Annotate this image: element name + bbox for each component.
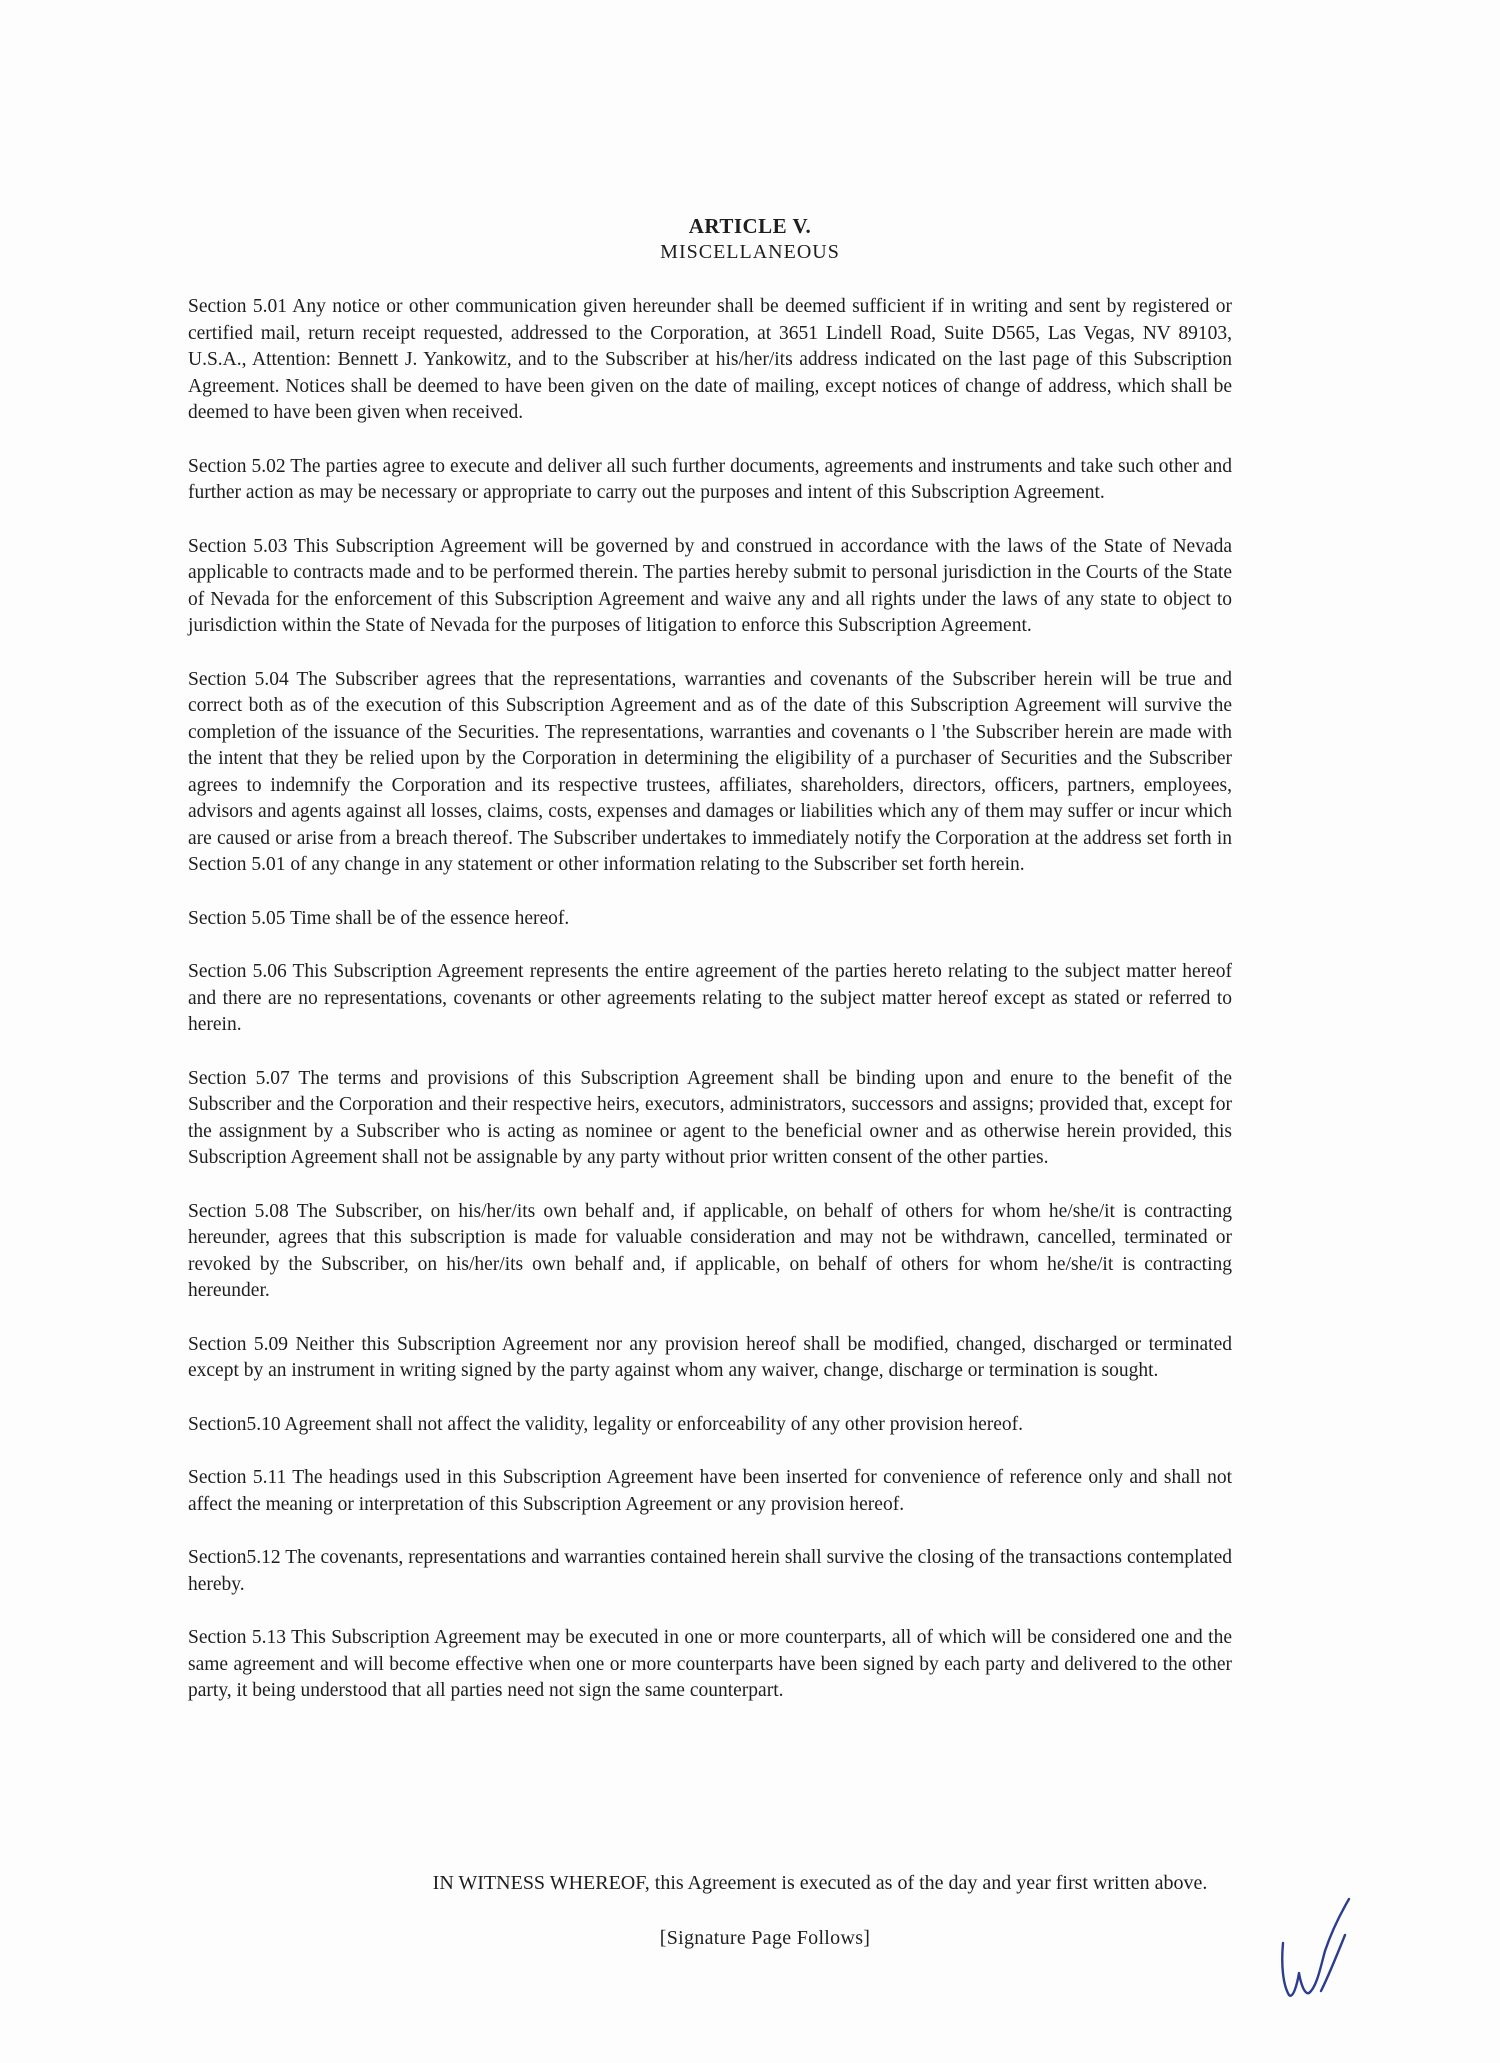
section-5-08: Section 5.08 The Subscriber, on his/her/its own behalf and, if applicable, on behalf of others for whom he/she/it is contracting hereunder, agrees that this subscription is made for valuable consideration and may not be withdrawn, cancelled, terminated or revoked by the Subscriber, on his/her/its own behalf and, if applicable, on behalf of others for whom he/she/it is contracting hereunder. <box>188 1200 1232 1301</box>
section-5-06: Section 5.06 This Subscription Agreement represents the entire agreement of the parties hereto relating to the subject matter hereof and there are no representations, covenants or other agreements relating to the subject matter hereof except as stated or referred to herein. <box>188 961 1232 1035</box>
section-5-09: Section 5.09 Neither this Subscription Agreement nor any provision hereof shall be modified, changed, discharged or terminated except by an instrument in writing signed by the party against whom any waiver, change, discharge or termination is sought. <box>188 1333 1232 1381</box>
handwritten-initials <box>1275 1895 1355 2005</box>
section-5-07: Section 5.07 The terms and provisions of this Subscription Agreement shall be binding upon and enure to the benefit of the Subscriber and the Corporation and their respective heirs, executors, administrators, successors and assigns; provided that, except for the assignment by a Subscriber who is acting as nominee or agent to the beneficial owner and as otherwise herein provided, this Subscription Agreement shall not be assignable by any party without prior written consent of the other parties. <box>188 1067 1232 1168</box>
signature-page-note: [Signature Page Follows] <box>659 1927 871 1949</box>
section-5-13: Section 5.13 This Subscription Agreement may be executed in one or more counterparts, all of which will be considered one and the same agreement and will become effective when one or more counterparts have been signed by each party and delivered to the other party, it being understood that all parties need not sign the same counterpart. <box>188 1627 1232 1701</box>
article-title: ARTICLE V. <box>688 214 812 238</box>
section-5-05: Section 5.05 Time shall be of the essence hereof. <box>188 907 570 929</box>
section-5-01: Section 5.01 Any notice or other communication given hereunder shall be deemed sufficient if in writing and sent by registered or certified mail, return receipt requested, addressed to the Corporation, at 3651 Lindell Road, Suite D565, Las Vegas, NV 89103, U.S.A., Attention: Bennett J. Yankowitz, and to the Subscriber at his/her/its address indicated on the last page of this Subscription Agreement. Notices shall be deemed to have been given on the date of mailing, except notices of change of address, which shall be deemed to have been given when received. <box>188 296 1232 423</box>
section-5-04: Section 5.04 The Subscriber agrees that the representations, warranties and covenants of the Subscriber herein will be true and correct both as of the execution of this Subscription Agreement and as of the date of this Subscription Agreement will survive the completion of the issuance of the Securities. The representations, warranties and covenants o l 'the Subscriber herein are made with the intent that they be relied upon by the Corporation in determining the eligibility of a purchaser of Securities and the Subscriber agrees to indemnify the Corporation and its respective trustees, affiliates, shareholders, directors, officers, partners, employees, advisors and agents against all losses, claims, costs, expenses and damages or liabilities which any of them may suffer or incur which are caused or arise from a breach thereof. The Subscriber undertakes to immediately notify the Corporation at the address set forth in Section 5.01 of any change in any statement or other information relating to the Subscriber set forth herein. <box>188 668 1232 875</box>
article-subtitle: MISCELLANEOUS <box>660 241 840 263</box>
section-5-03: Section 5.03 This Subscription Agreement will be governed by and construed in accordance with the laws of the State of Nevada applicable to contracts made and to be performed therein. The parties hereby submit to personal jurisdiction in the Courts of the State of Nevada for the enforcement of this Subscription Agreement and waive any and all rights under the laws of any state to object to jurisdiction within the State of Nevada for the purposes of litigation to enforce this Subscription Agreement. <box>188 535 1232 636</box>
sections-body <box>188 294 1232 1732</box>
witness-statement: IN WITNESS WHEREOF, this Agreement is executed as of the day and year first written above. <box>432 1872 1208 1894</box>
section-5-12: Section5.12 The covenants, representations and warranties contained herein shall survive the closing of the transactions contemplated hereby. <box>188 1547 1232 1595</box>
section-5-02: Section 5.02 The parties agree to execute and deliver all such further documents, agreements and instruments and take such other and further action as may be necessary or appropriate to carry out the purposes and intent of this Subscription Agreement. <box>188 455 1232 503</box>
section-5-10: Section5.10 Agreement shall not affect the validity, legality or enforceability of any other provision hereof. <box>188 1413 1023 1435</box>
article-header <box>0 214 1500 264</box>
section-5-11: Section 5.11 The headings used in this Subscription Agreement have been inserted for convenience of reference only and shall not affect the meaning or interpretation of this Subscription Agreement or any provision hereof. <box>188 1467 1232 1515</box>
